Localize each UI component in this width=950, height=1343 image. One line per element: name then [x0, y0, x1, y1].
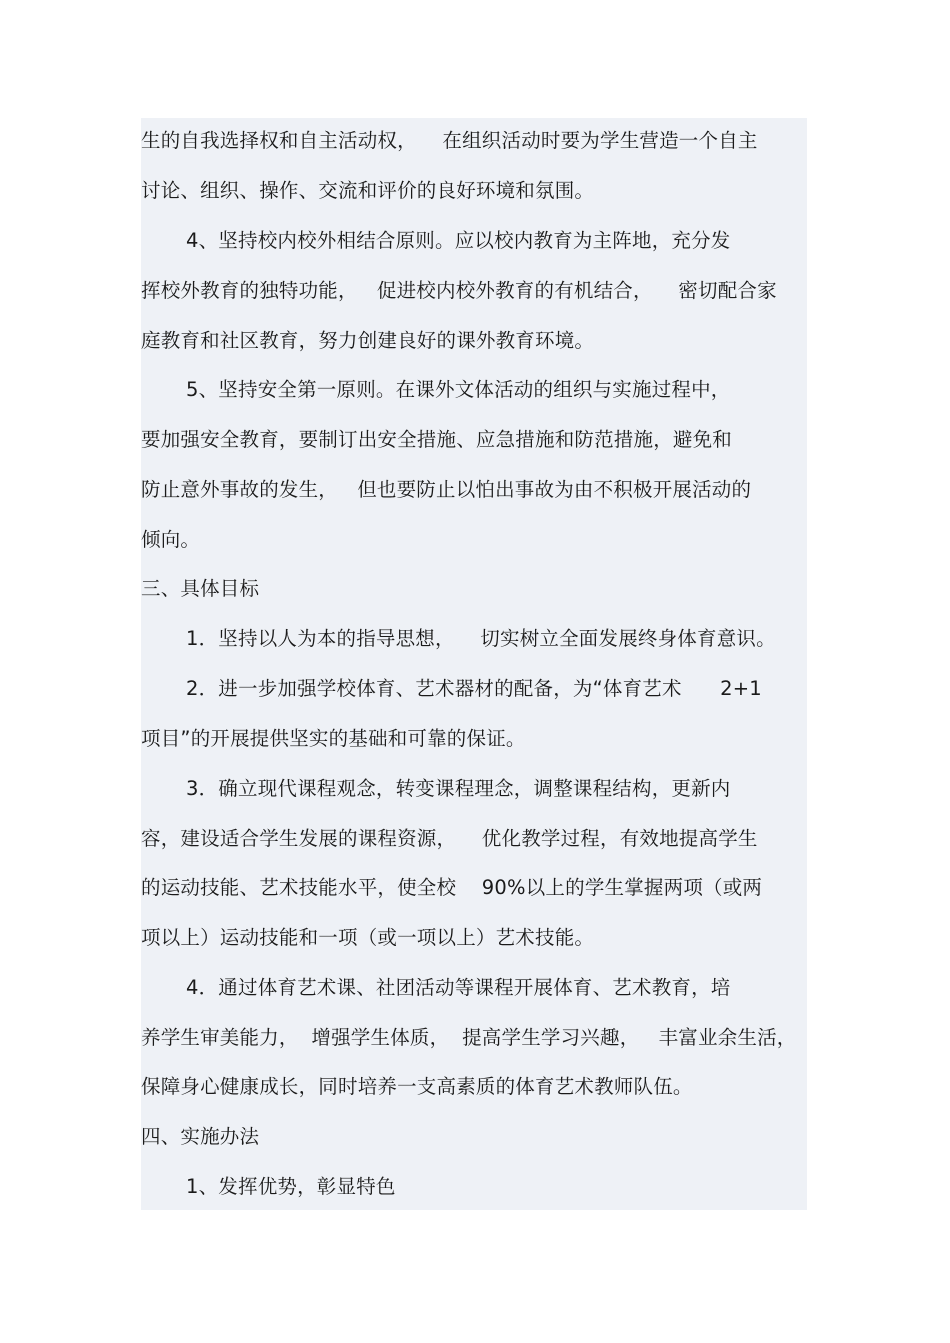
text-line: 养学生审美能力， 增强学生体质， 提高学生学习兴趣， 丰富业余生活， — [141, 1026, 797, 1049]
section-heading: 四、实施办法 — [141, 1125, 260, 1148]
text-line: 要加强安全教育，要制订出安全措施、应急措施和防范措施，避免和 — [141, 428, 733, 451]
text-line: 防止意外事故的发生， 但也要防止以怕出事故为由不积极开展活动的 — [141, 478, 752, 501]
text-line: 容，建设适合学生发展的课程资源， 优化教学过程，有效地提高学生 — [141, 827, 758, 850]
text-line: 3．确立现代课程观念，转变课程理念，调整课程结构，更新内 — [186, 777, 731, 800]
text-block — [141, 118, 807, 1210]
text-line: 挥校外教育的独特功能， 促进校内校外教育的有机结合， 密切配合家 — [141, 279, 777, 302]
text-line: 讨论、组织、操作、交流和评价的良好环境和氛围。 — [141, 179, 595, 202]
text-line: 庭教育和社区教育，努力创建良好的课外教育环境。 — [141, 329, 595, 352]
text-line: 项目”的开展提供坚实的基础和可靠的保证。 — [141, 727, 526, 750]
text-line: 5、坚持安全第一原则。在课外文体活动的组织与实施过程中， — [186, 378, 731, 401]
text-line: 1．坚持以人为本的指导思想， 切实树立全面发展终身体育意识。 — [186, 627, 776, 650]
text-line: 4．通过体育艺术课、社团活动等课程开展体育、艺术教育，培 — [186, 976, 731, 999]
text-line: 倾向。 — [141, 528, 201, 551]
text-line: 项以上）运动技能和一项（或一项以上）艺术技能。 — [141, 926, 595, 949]
section-heading: 三、具体目标 — [141, 577, 260, 600]
text-line: 2．进一步加强学校体育、艺术器材的配备，为“体育艺术 2+1 — [186, 677, 762, 700]
text-line: 的运动技能、艺术技能水平，使全校 90%以上的学生掌握两项（或两 — [141, 876, 763, 899]
text-line: 保障身心健康成长，同时培养一支高素质的体育艺术教师队伍。 — [141, 1075, 693, 1098]
text-line: 1、发挥优势，彰显特色 — [186, 1175, 396, 1198]
text-line: 生的自我选择权和自主活动权， 在组织活动时要为学生营造一个自主 — [141, 129, 758, 152]
text-line: 4、坚持校内校外相结合原则。应以校内教育为主阵地，充分发 — [186, 229, 731, 252]
